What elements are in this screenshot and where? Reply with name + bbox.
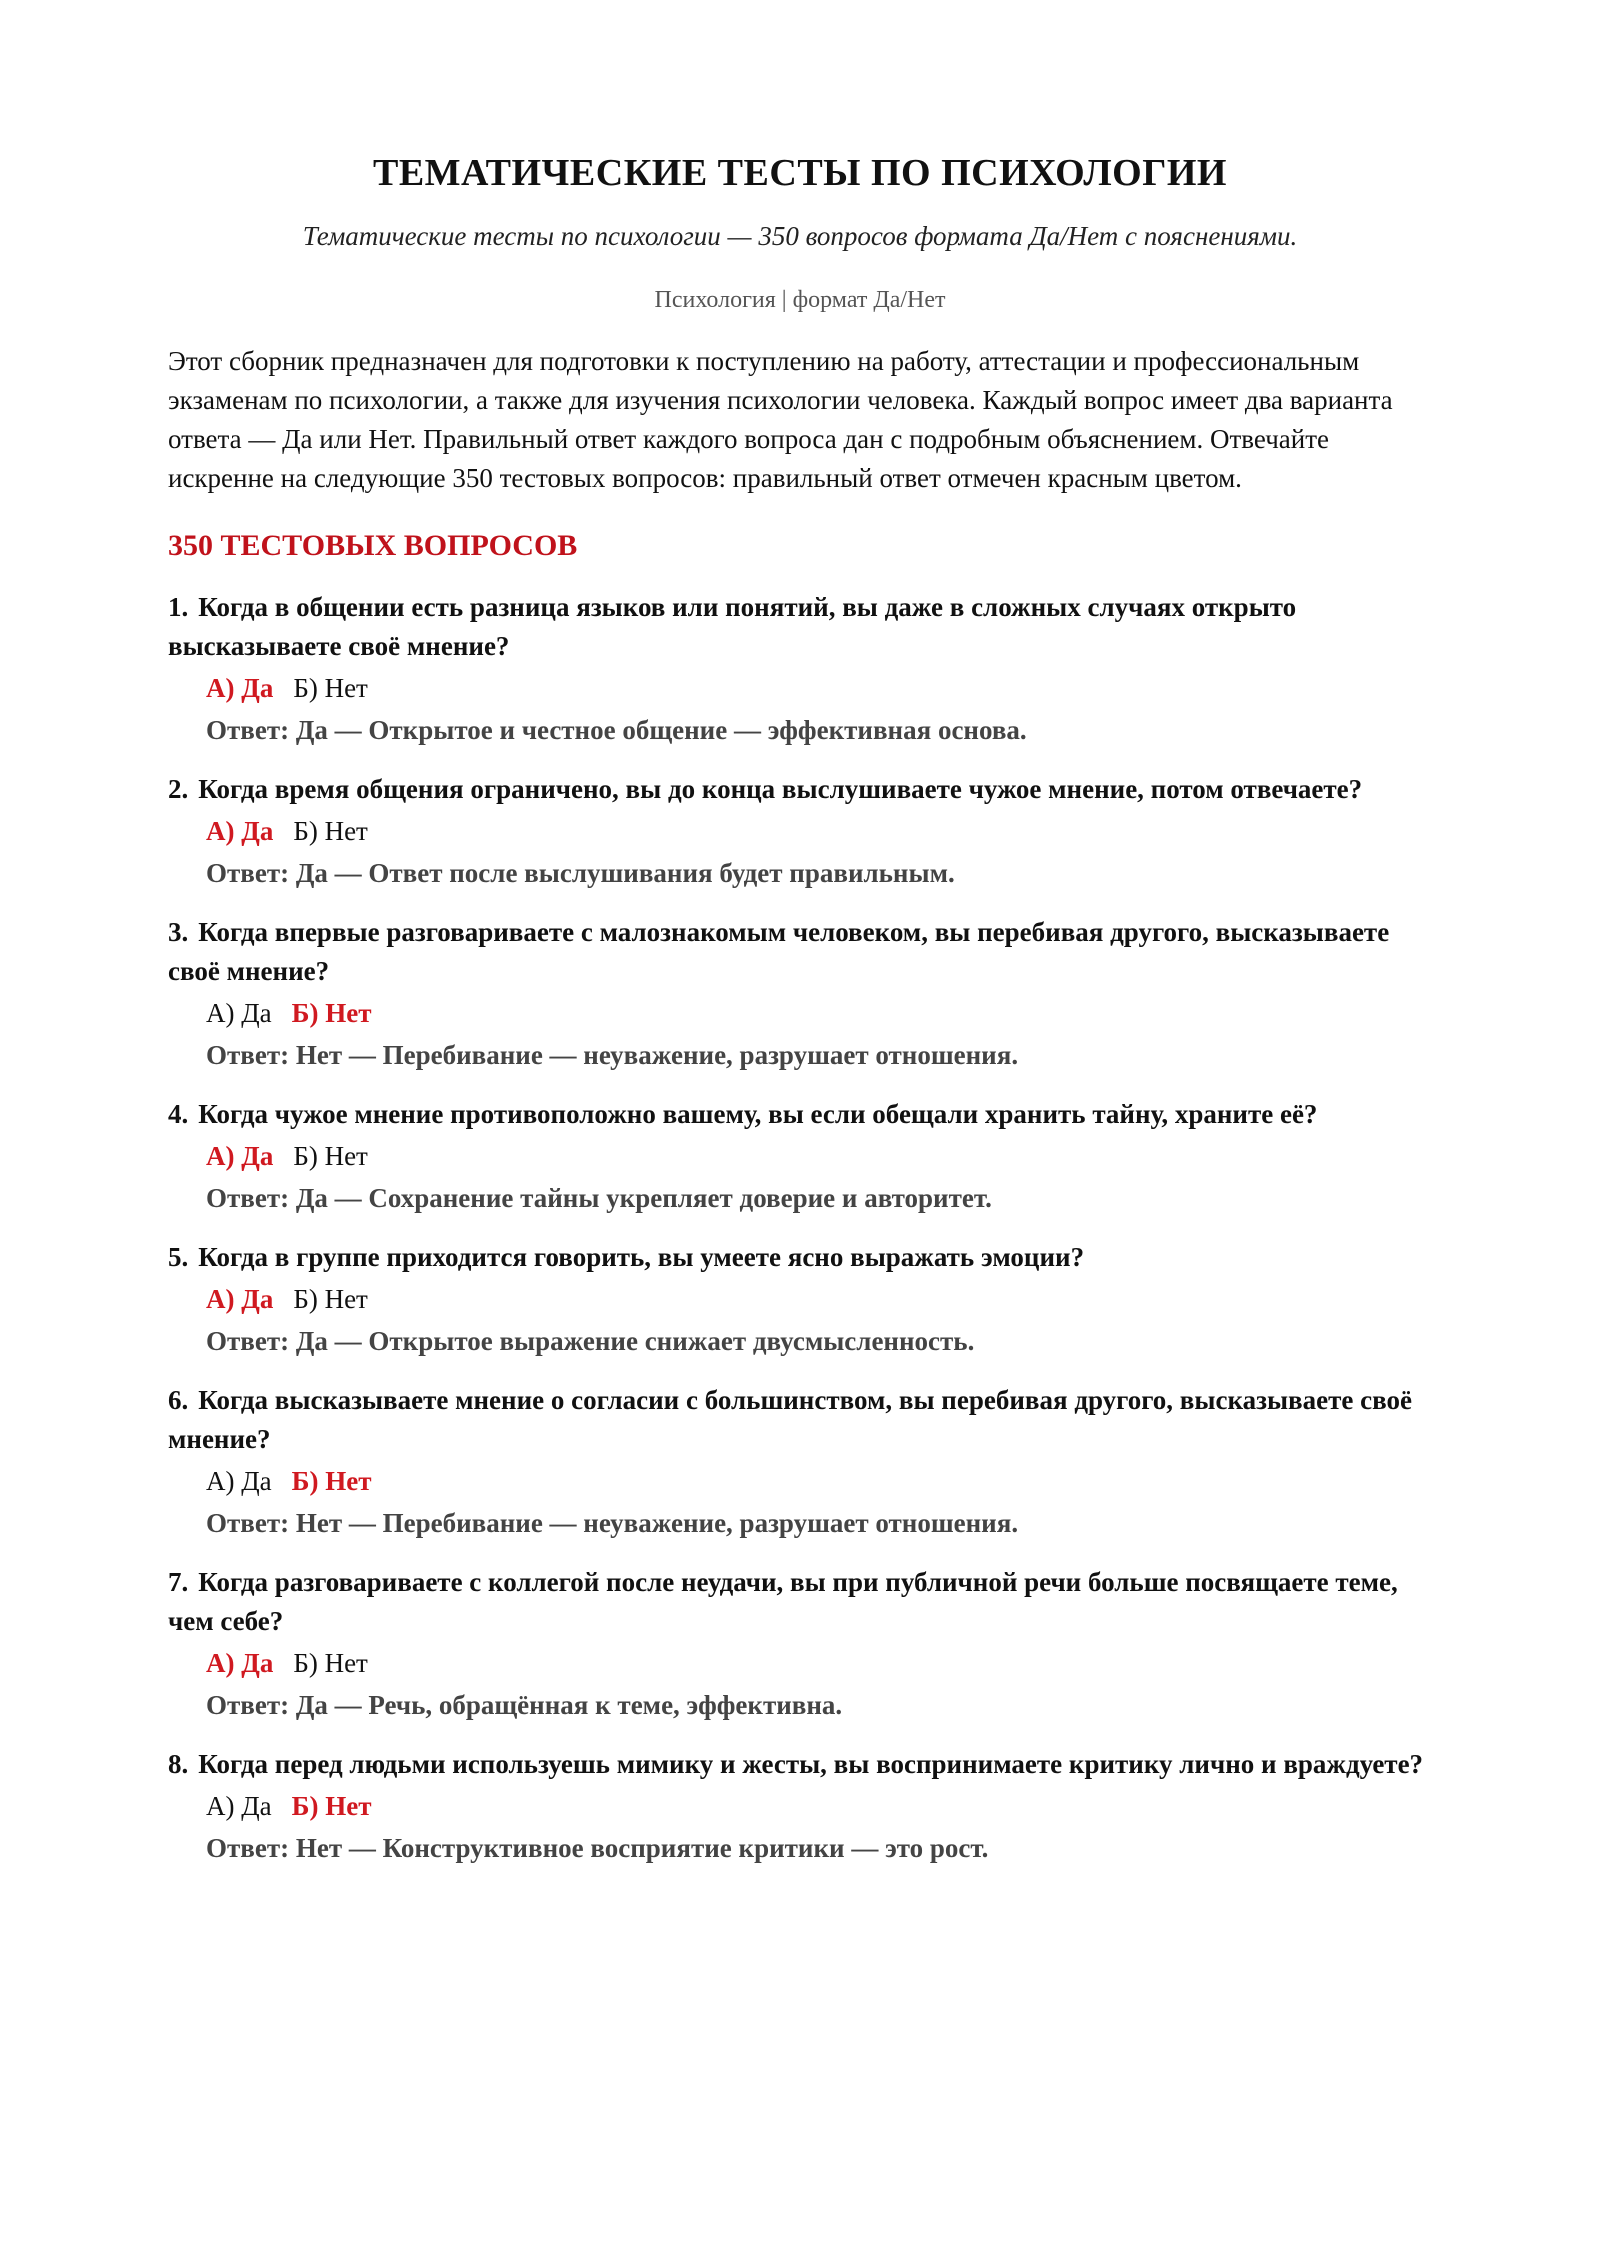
answer-option-correct: Б) Нет [291, 1466, 372, 1496]
answer-explanation: Ответ: Да — Сохранение тайны укрепляет доверие и авторитет. [206, 1183, 992, 1213]
answer-option: Б) Нет [293, 1648, 368, 1678]
answer-explanation: Ответ: Нет — Перебивание — неуважение, разрушает отношения. [206, 1040, 1019, 1070]
question-text [168, 588, 1432, 666]
question-item [168, 1381, 1432, 1543]
answer-option: Б) Нет [293, 1141, 368, 1171]
question-item [168, 1563, 1432, 1725]
question-item [168, 913, 1432, 1075]
question-body: Когда разговариваете с коллегой после неудачи, вы при публичной речи больше посвящаете теме, чем себе? [168, 1567, 1398, 1636]
question-item [168, 1238, 1432, 1361]
section-heading: 350 ТЕСТОВЫХ ВОПРОСОВ [168, 529, 578, 562]
answer-options [206, 1461, 1432, 1501]
question-text [168, 1745, 1432, 1784]
answer-options [206, 668, 1432, 708]
answer-option-correct: А) Да [206, 673, 274, 703]
question-text [168, 1238, 1432, 1277]
question-number: 8. [168, 1749, 189, 1779]
answer-option: А) Да [206, 998, 272, 1028]
answer-option: А) Да [206, 1466, 272, 1496]
question-number: 1. [168, 592, 189, 622]
question-body: Когда чужое мнение противоположно вашему, вы если обещали хранить тайну, храните её? [198, 1099, 1318, 1129]
question-body: Когда в группе приходится говорить, вы умеете ясно выражать эмоции? [198, 1242, 1085, 1272]
question-text [168, 770, 1432, 809]
question-item [168, 1745, 1432, 1868]
answer-options [206, 1136, 1432, 1176]
question-number: 2. [168, 774, 189, 804]
answer-option: А) Да [206, 1791, 272, 1821]
answer-explanation: Ответ: Нет — Конструктивное восприятие критики — это рост. [206, 1833, 989, 1863]
document-title: ТЕМАТИЧЕСКИЕ ТЕСТЫ ПО ПСИХОЛОГИИ [372, 152, 1227, 194]
question-body: Когда в общении есть разница языков или понятий, вы даже в сложных случаях открыто высказываете своё мнение? [168, 592, 1297, 661]
answer-explanation: Ответ: Да — Речь, обращённая к теме, эффективна. [206, 1690, 843, 1720]
answer-explanation: Ответ: Да — Открытое выражение снижает двусмысленность. [206, 1326, 975, 1356]
question-number: 4. [168, 1099, 189, 1129]
question-text [168, 913, 1432, 991]
question-body: Когда высказываете мнение о согласии с большинством, вы перебивая другого, высказываете своё мнение? [168, 1385, 1412, 1454]
question-body: Когда перед людьми используешь мимику и жесты, вы воспринимаете критику лично и враждуете? [198, 1749, 1424, 1779]
question-text [168, 1381, 1432, 1459]
document-meta: Психология | формат Да/Нет [654, 287, 946, 313]
answer-options [206, 811, 1432, 851]
question-body: Когда время общения ограничено, вы до конца выслушиваете чужое мнение, потом отвечаете? [198, 774, 1363, 804]
answer-option-correct: Б) Нет [291, 1791, 372, 1821]
answer-option-correct: А) Да [206, 1284, 274, 1314]
question-item [168, 588, 1432, 750]
answer-explanation: Ответ: Нет — Перебивание — неуважение, разрушает отношения. [206, 1508, 1019, 1538]
answer-option: Б) Нет [293, 816, 368, 846]
answer-option-correct: А) Да [206, 1141, 274, 1171]
question-item [168, 1095, 1432, 1218]
answer-options [206, 1279, 1432, 1319]
question-text [168, 1563, 1432, 1641]
question-number: 6. [168, 1385, 189, 1415]
question-number: 5. [168, 1242, 189, 1272]
question-number: 3. [168, 917, 189, 947]
answer-explanation: Ответ: Да — Ответ после выслушивания будет правильным. [206, 858, 955, 888]
answer-explanation: Ответ: Да — Открытое и честное общение — эффективная основа. [206, 715, 1027, 745]
document-subtitle: Тематические тесты по психологии — 350 вопросов формата Да/Нет с пояснениями. [302, 221, 1298, 251]
answer-options [206, 993, 1432, 1033]
answer-options [206, 1643, 1432, 1683]
answer-options [206, 1786, 1432, 1826]
document-intro: Этот сборник предназначен для подготовки к поступлению на работу, аттестации и профессиональным экзаменам по психологии, а также для изучения психологии человека. Каждый вопрос имеет два варианта ответа — Да или Нет. Правильный ответ каждого вопроса дан с подробным объяснением. Отвечайте искренне на следующие 350 тестовых вопросов: правильный ответ отмечен красным цветом. [168, 346, 1393, 493]
answer-option: Б) Нет [293, 673, 368, 703]
answer-option-correct: А) Да [206, 1648, 274, 1678]
question-text [168, 1095, 1432, 1134]
answer-option: Б) Нет [293, 1284, 368, 1314]
question-body: Когда впервые разговариваете с малознакомым человеком, вы перебивая другого, высказываете своё мнение? [168, 917, 1390, 986]
question-list [168, 588, 1432, 1868]
answer-option-correct: А) Да [206, 816, 274, 846]
question-number: 7. [168, 1567, 189, 1597]
question-item [168, 770, 1432, 893]
answer-option-correct: Б) Нет [291, 998, 372, 1028]
